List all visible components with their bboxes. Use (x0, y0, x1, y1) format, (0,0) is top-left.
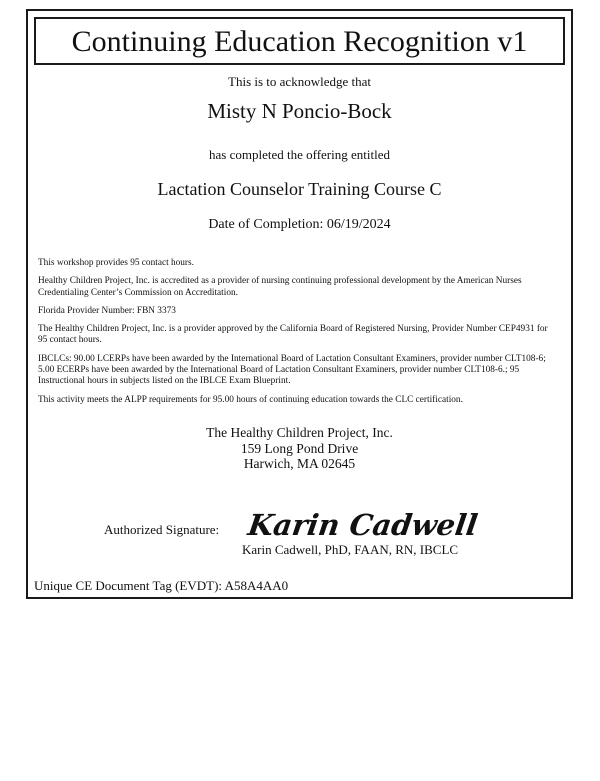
organization-city: Harwich, MA 02645 (243, 456, 356, 471)
recipient-name: Misty N Poncio-Bock (207, 99, 392, 123)
certificate-title: Continuing Education Recognition v1 (71, 25, 528, 58)
note-contact-hours: This workshop provides 95 contact hours. (38, 258, 194, 268)
acknowledge-text: This is to acknowledge that (228, 74, 371, 89)
accreditation-notes (38, 258, 558, 413)
organization-street: 159 Long Pond Drive (240, 440, 359, 456)
organization-address (28, 425, 571, 472)
title-box (34, 17, 565, 65)
note-florida: Florida Provider Number: FBN 3373 (38, 305, 176, 316)
completion-date: Date of Completion: 06/19/2024 (208, 217, 391, 232)
organization-name: The Healthy Children Project, Inc. (206, 425, 393, 440)
certificate (26, 9, 573, 599)
note-alpp: This activity meets the ALPP requirements for 95.00 hours of continuing education towards the CLC certification. (38, 394, 463, 405)
completed-text: has completed the offering entitled (209, 147, 390, 162)
course-title: Lactation Counselor Training Course C (157, 179, 442, 199)
signature-script: Karin Cadwell (245, 508, 480, 542)
authorized-signature-label: Authorized Signature: (104, 522, 220, 537)
note-ibclc: IBCLCs: 90.00 LCERPs have been awarded by the International Board of Lactation Consultant Examiners, provider number CLT108-6; 5.00 ECERPs have been awarded by the International Board of Lactation Consultant Examiners, provider number CLT108-6.; 95 Instructional hours in subjects listed on the IBLCE Exam Blueprint. (38, 353, 546, 387)
document-tag: Unique CE Document Tag (EVDT): A58A4AA0 (34, 578, 289, 593)
note-california: The Healthy Children Project, Inc. is a provider approved by the California Board of Registered Nursing, Provider Number CEP4931 for 95 contact hours. (38, 324, 548, 346)
handwritten-signature (245, 499, 480, 545)
note-ancc: Healthy Children Project, Inc. is accredited as a provider of nursing continuing professional development by the American Nurses Credentialing Center’s Commission on Accreditation. (38, 276, 522, 298)
signer-credentials: Karin Cadwell, PhD, FAAN, RN, IBCLC (242, 542, 459, 557)
